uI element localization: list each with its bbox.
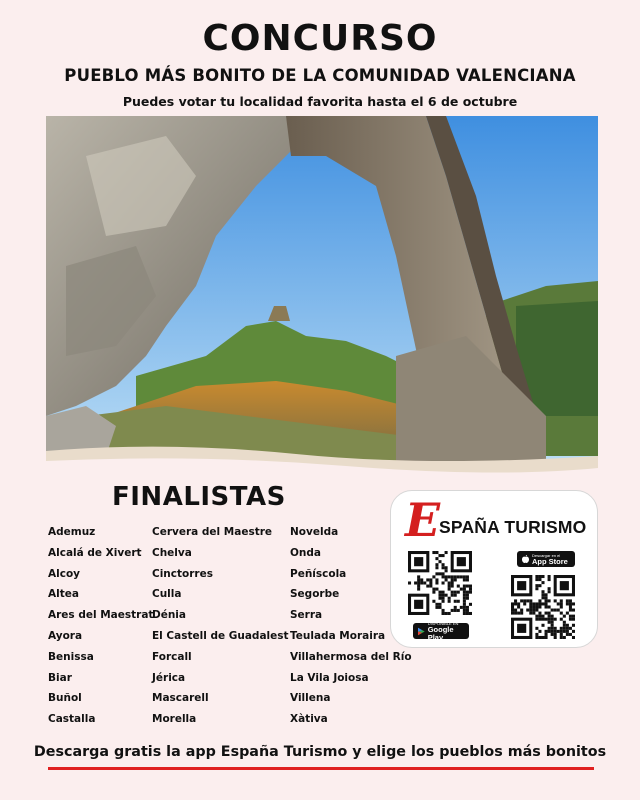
app-store-qr-code-icon[interactable]	[511, 575, 575, 639]
finalist-item: Alcalá de Xivert	[48, 546, 142, 559]
finalist-item: Mascarell	[152, 692, 209, 705]
finalist-item: Castalla	[48, 713, 96, 726]
finalist-item: Ares del Maestrat	[48, 609, 154, 622]
finalist-item: Cervera del Maestre	[152, 526, 273, 538]
app-store-small-label: Descargar en el	[532, 552, 561, 558]
finalist-item: Morella	[152, 713, 197, 726]
contest-subtitle: PUEBLO MÁS BONITO DE LA COMUNIDAD VALENCIANA	[64, 66, 576, 85]
finalist-item: Ademuz	[48, 526, 96, 538]
app-download-card	[390, 490, 598, 648]
finalist-item: Benissa	[48, 650, 94, 663]
finalist-item: Segorbe	[290, 588, 340, 601]
finalist-item: El Castell de Guadalest	[152, 629, 289, 642]
finalist-item: Dénia	[152, 609, 186, 622]
finalist-item: Biar	[48, 671, 72, 684]
google-play-qr-code-icon[interactable]	[408, 551, 472, 615]
finalist-item: Ayora	[48, 629, 83, 642]
finalist-item: Onda	[290, 546, 322, 559]
finalist-item: Buñol	[48, 692, 82, 705]
finalists-column-1	[48, 522, 153, 730]
finalist-item: Alcoy	[48, 567, 81, 580]
finalist-item: Novelda	[290, 526, 339, 538]
finalist-item: Jérica	[152, 671, 186, 684]
finalist-item: Chelva	[152, 546, 192, 559]
espana-turismo-logo	[405, 493, 595, 547]
brand-name: SPAÑA TURISMO	[439, 517, 587, 537]
finalist-item: Cinctorres	[152, 567, 213, 580]
finalist-item: La Vila Joiosa	[290, 671, 369, 684]
contest-title: CONCURSO	[202, 18, 438, 59]
finalist-item: Villahermosa del Río	[290, 650, 412, 663]
cta-underline	[48, 767, 594, 770]
aqueduct-photo	[46, 116, 598, 476]
google-play-button[interactable]	[413, 620, 469, 642]
google-play-icon	[418, 627, 425, 636]
e-logo-icon: E	[405, 493, 441, 547]
finalist-item: Peñíscola	[290, 567, 347, 580]
apple-icon	[522, 555, 529, 563]
app-store-label: App Store	[532, 556, 568, 566]
download-call-to-action: Descarga gratis la app España Turismo y elige los pueblos más bonitos	[33, 744, 607, 760]
finalist-item: Teulada Moraira	[290, 629, 386, 642]
finalist-item: Serra	[290, 609, 323, 622]
finalist-item: Forcall	[152, 650, 192, 663]
finalist-item: Culla	[152, 588, 182, 601]
google-play-label: Google Play	[427, 624, 454, 642]
finalist-item: Xàtiva	[290, 713, 328, 726]
finalist-item: Villena	[290, 692, 331, 705]
voting-deadline: Puedes votar tu localidad favorita hasta el 6 de octubre	[122, 94, 518, 109]
finalists-heading: FINALISTAS	[112, 482, 286, 512]
finalist-item: Altea	[48, 588, 79, 601]
finalists-column-2	[152, 522, 289, 730]
app-store-button[interactable]	[517, 551, 575, 567]
google-play-small-label: DISPONIBLE EN	[427, 620, 459, 626]
